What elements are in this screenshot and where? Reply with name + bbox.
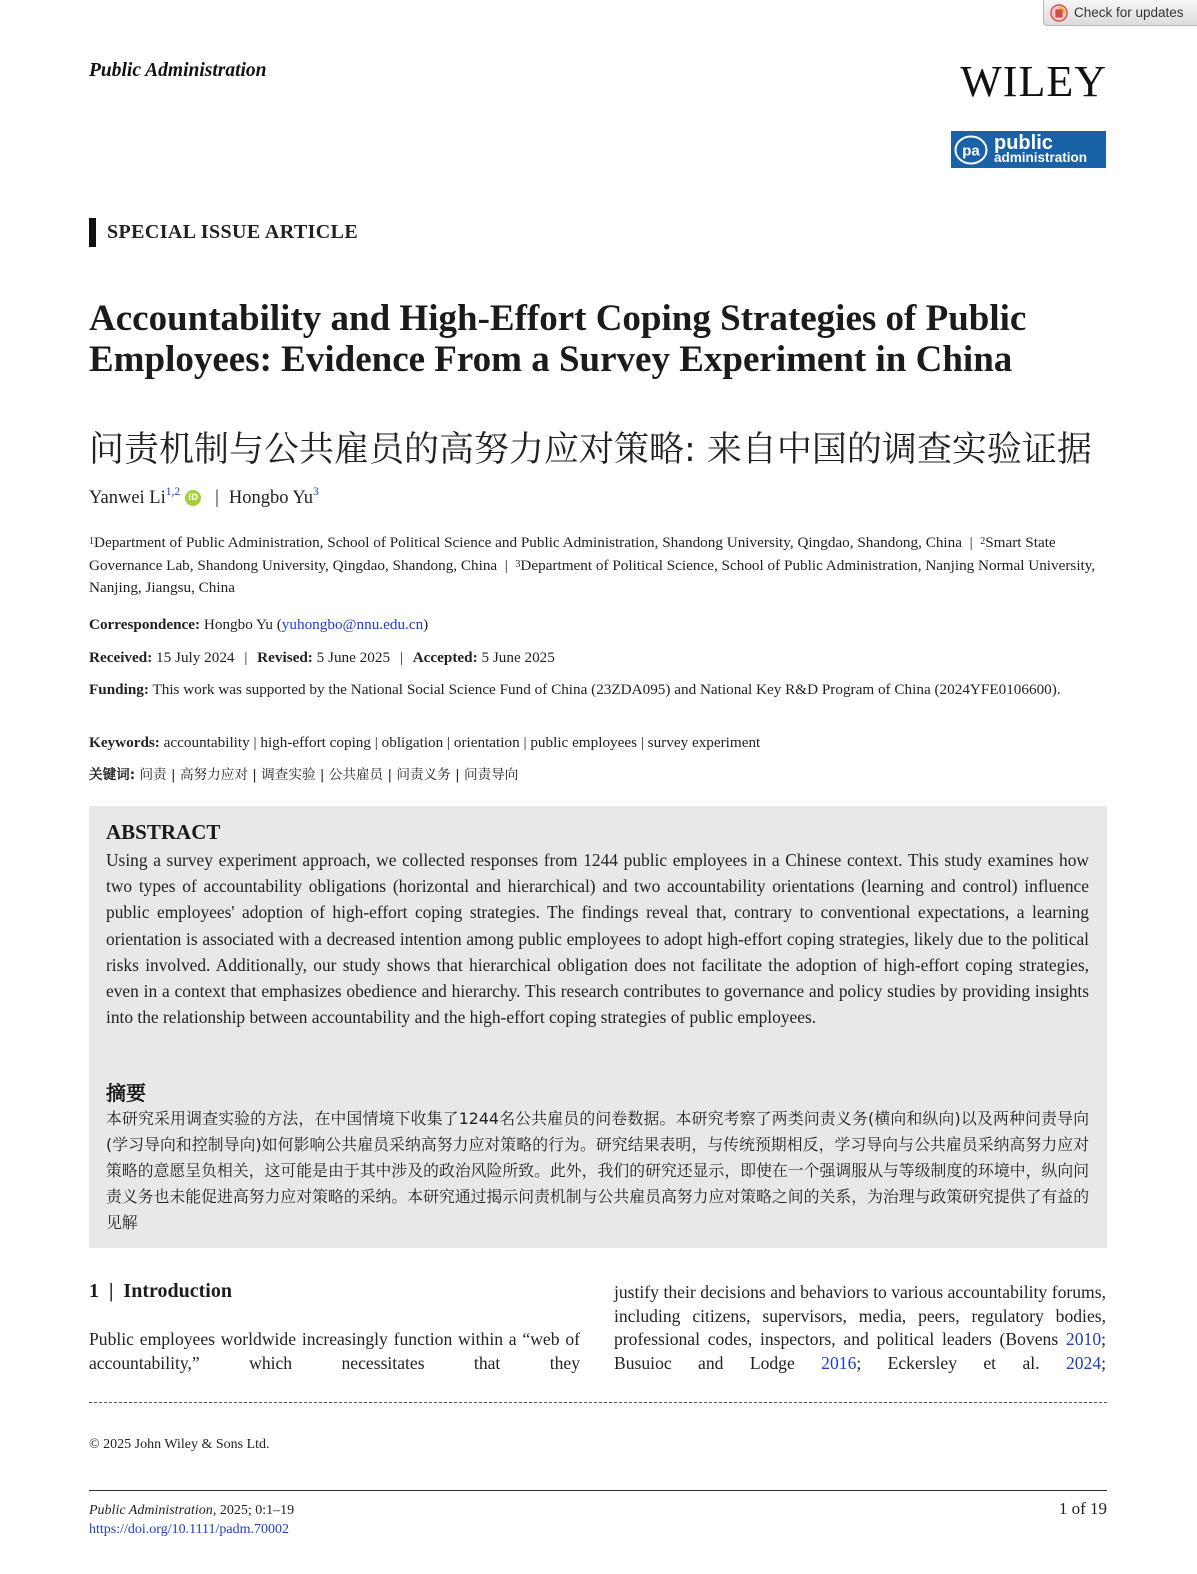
copyright-notice: © 2025 John Wiley & Sons Ltd. (89, 1437, 270, 1452)
funding-text: This work was supported by the National Social Science Fund of China (23ZDA095) and National Key R&D Program of China (2024YFE0106600). (152, 681, 1061, 698)
accepted-date: 5 June 2025 (481, 649, 555, 666)
abstract-zh-text: 本研究采用调查实验的方法，在中国情境下收集了1244名公共雇员的问卷数据。本研究考察了两类问责义务(横向和纵向)以及两种问责导向(学习导向和控制导向)如何影响公共雇员采纳高努力应对策略的行为。研究结果表明，与传统预期相反，学习导向与公共雇员采纳高努力应对策略的意愿呈负相关，这可能是由于其中涉及的政治风险所致。此外，我们的研究还显示，即使在一个强调服从与等级制度的环境中，纵向问责义务也未能促进高努力应对策略的采纳。本研究通过揭示问责机制与公共雇员高努力应对策略之间的关系，为治理与政策研究提供了有益的见解 (106, 1109, 1089, 1232)
correspondence-label: Correspondence: (89, 616, 201, 633)
body-text: ; Busuioc and Lodge (614, 1329, 1106, 1373)
keywords: Keywords: accountability | high-effort coping | obligation | orientation | public employees | survey experiment (89, 734, 761, 751)
keyword[interactable]: orientation (453, 734, 520, 751)
pa-logo-word-public: public (994, 132, 1053, 155)
body-text: ; Eckersley et al. (856, 1352, 1066, 1373)
keyword[interactable]: obligation (381, 734, 444, 751)
received-label: Received: (89, 649, 153, 666)
check-for-updates-button[interactable] (1043, 0, 1197, 26)
footnote-divider (89, 1402, 1107, 1403)
pa-logo-word-administration: administration (994, 150, 1088, 166)
footer-divider (89, 1490, 1107, 1491)
article-title-zh: 问责机制与公共雇员的高努力应对策略: 来自中国的调查实验证据 (89, 430, 1092, 470)
author-affiliation-ref[interactable]: 3 (312, 486, 319, 498)
keywords-zh-label: 关键词: (89, 767, 136, 783)
section-title: Introduction (123, 1280, 232, 1302)
keyword-zh[interactable]: 公共雇员 (328, 767, 384, 783)
journal-logo (951, 131, 1106, 168)
correspondence: Correspondence: Hongbo Yu (yuhongbo@nnu.edu.cn) (89, 616, 429, 633)
affiliation-text: Department of Public Administration, School of Political Science and Public Administration, Shandong University, Qingdao, Shandong, China (94, 534, 962, 551)
affiliation-marker: 2 (980, 536, 986, 547)
check-for-updates-icon (1050, 4, 1068, 22)
journal-name: Public Administration (89, 60, 267, 81)
keyword[interactable]: accountability (163, 734, 250, 751)
body-text-left-column: Public employees worldwide increasingly function within a “web of accountability,” which necessitates that they (89, 1329, 580, 1373)
footer-citation (89, 1501, 294, 1539)
section-number: 1 (89, 1280, 99, 1302)
affiliation-text: Smart State Governance Lab, Shandong University, Qingdao, Shandong, China (89, 534, 1056, 574)
keyword-zh[interactable]: 调查实验 (261, 767, 316, 783)
keywords-label: Keywords: (89, 734, 160, 751)
citation-link[interactable]: 2024 (1065, 1352, 1102, 1373)
page-number: 1 of 19 (1058, 1499, 1107, 1518)
orcid-icon[interactable]: iD (185, 490, 201, 506)
author-affiliation-ref[interactable]: 1,2 (165, 486, 181, 498)
affiliation-marker: 1 (89, 536, 94, 547)
article-type: SPECIAL ISSUE ARTICLE (107, 221, 359, 243)
citation-link[interactable]: 2010 (1065, 1329, 1102, 1349)
pa-logo-mark-text: pa (962, 142, 980, 159)
body-text: justify their decisions and behaviors to various accountability forums, including citizens, supervisors, media, peers, regulatory bodies, professional codes, inspectors, and political leaders (Bovens (614, 1282, 1106, 1349)
body-text-right-column (614, 1281, 1106, 1375)
affiliation-marker: 3 (515, 558, 521, 570)
section-heading (89, 1280, 232, 1303)
author-name[interactable]: Hongbo Yu (228, 488, 313, 508)
keywords-zh: 关键词: 问责 | 高努力应对 | 调查实验 | 公共雇员 | 问责义务 | 问责导向 (89, 767, 519, 783)
author-separator: | (215, 488, 219, 508)
correspondence-email-link[interactable]: yuhongbo@nnu.edu.cn (281, 616, 424, 633)
keyword-zh[interactable]: 问责义务 (396, 767, 451, 783)
revised-date: 5 June 2025 (316, 649, 391, 666)
keyword-zh[interactable]: 高努力应对 (179, 767, 248, 783)
author-list (89, 488, 319, 509)
article-dates: Received: 15 July 2024 | Revised: 5 June 2025 | Accepted: 5 June 2025 (89, 649, 555, 666)
revised-label: Revised: (257, 649, 313, 666)
body-text: ; (1101, 1352, 1107, 1373)
footer-citation-text: , 2025; 0:1–19 (212, 1503, 295, 1518)
correspondence-name: Hongbo Yu (203, 616, 273, 633)
affiliation-text: Department of Political Science, School of Public Administration, Nanjing Normal University, Nanjing, Jiangsu, China (89, 556, 1096, 596)
received-date: 15 July 2024 (156, 649, 235, 666)
pa-logo-mark (954, 135, 988, 165)
abstract-text: Using a survey experiment approach, we collected responses from 1244 public employees in a Chinese context. This study examines how two types of accountability obligations (horizontal and hierarchical) and two accountability orientations (learning and control) influence public employees' adoption of high-effort coping strategies. The findings reveal that, contrary to conventional expectations, a learning orientation is associated with a decreased intention among public employees to adopt high-effort coping strategies, likely due to the political risks involved. Additionally, our study shows that hierarchical obligation does not facilitate the adoption of high-effort coping strategies, even in a context that emphasizes obedience and hierarchy. This research contributes to governance and policy studies by providing insights into the relationship between accountability and the high-effort coping strategies of public employees. (106, 850, 1089, 1028)
keyword-zh[interactable]: 问责导向 (464, 767, 519, 783)
author-name[interactable]: Yanwei Li (89, 488, 166, 508)
section-separator: | (109, 1280, 114, 1302)
keyword[interactable]: high-effort coping (260, 734, 371, 751)
check-for-updates-label: Check for updates (1074, 5, 1184, 20)
article-title: Accountability and High-Effort Coping Strategies of Public Employees: Evidence From a Survey Experiment in China (89, 298, 1027, 380)
article-type-bar (89, 218, 96, 247)
abstract-heading: ABSTRACT (106, 820, 221, 844)
accepted-label: Accepted: (412, 649, 478, 666)
abstract-zh-heading: 摘要 (106, 1081, 146, 1105)
funding (89, 679, 1107, 700)
citation-link[interactable]: 2016 (821, 1352, 857, 1373)
footer-journal: Public Administration (89, 1503, 213, 1518)
keyword-zh[interactable]: 问责 (139, 767, 167, 783)
funding-label: Funding: (89, 681, 149, 698)
doi-link[interactable]: https://doi.org/10.1111/padm.70002 (89, 1522, 290, 1537)
keyword[interactable]: public employees (530, 734, 638, 751)
affiliations: $^1$Department of Public Administration, School of Political Science and Public Administration, Shandong University, Qingdao, Shandong, China | $^2$Smart State Governance Lab, Shandong University, Qingdao, Shandong, China | $^3$Department of Political Science, School of Public Administration, Nanjing Normal University, Nanjing, Jiangsu, China (89, 534, 1096, 596)
publisher-logo: WILEY (960, 57, 1107, 106)
keyword[interactable]: survey experiment (647, 734, 761, 751)
